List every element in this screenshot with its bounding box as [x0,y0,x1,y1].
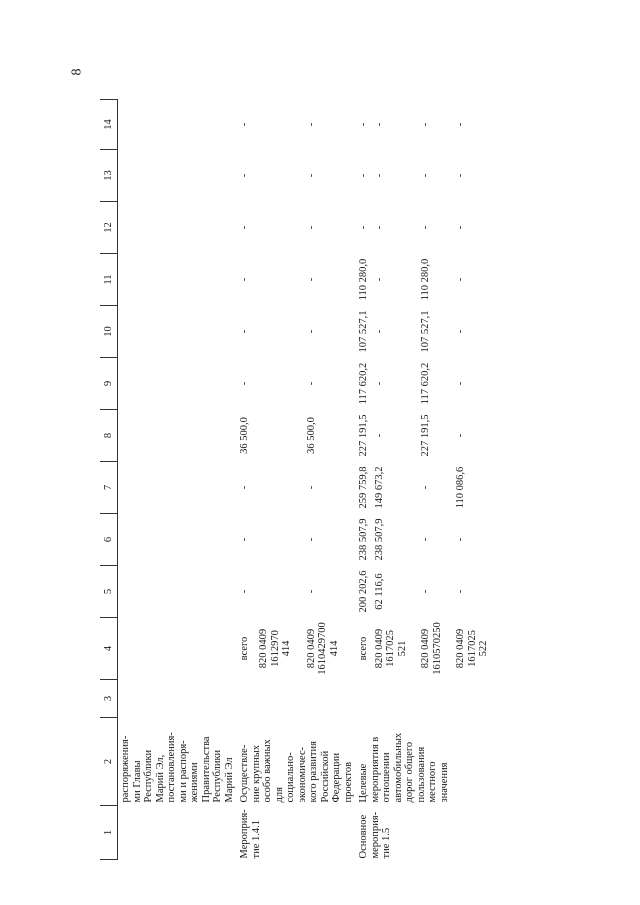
text-line: 1610429700 [317,622,329,675]
text-line: ние крупных [250,744,262,803]
table-row [237,100,256,860]
text-line: всего [358,636,369,661]
value-cell: - [305,329,317,334]
text-line: для [273,787,285,803]
value-cell: - [239,589,250,594]
cell-col4 [356,618,372,680]
text-line: автомобильных [392,732,404,803]
text-line: 820 0409 [373,628,385,669]
empty-cells [118,100,238,718]
text-line: 820 0409 [455,628,466,669]
value-cell [256,150,303,202]
value-cell: 227 191,5 [358,414,369,457]
cell-col3 [356,680,492,718]
value-cell: 200 202,6 [358,570,369,613]
text-line: Правительства [200,736,212,803]
text-line: Республики [212,749,223,803]
value-cell: - [420,225,431,230]
value-cell: - [305,173,317,178]
value-cell: - [358,173,369,178]
value-cell: - [305,381,317,386]
value-cell: - [455,589,466,594]
cell-col4 [453,618,492,680]
value-cell: - [420,485,431,490]
text-line: 414 [328,640,340,657]
value-cell: 36 500,0 [239,417,250,454]
column-header: 9 [100,358,118,410]
value-cell: - [420,537,431,542]
measures-table [100,99,492,860]
value-cell: - [455,381,466,386]
text-line: социально- [285,752,296,803]
cell-col4 [418,618,453,680]
column-header: 11 [100,254,118,306]
value-cell: - [239,537,250,542]
value-cell: - [373,173,385,178]
text-line: 1617025 [466,630,478,667]
value-cell: - [373,329,385,334]
column-header: 3 [100,680,118,718]
column-header: 6 [100,514,118,566]
text-line: проектов [342,761,354,803]
text-line: 521 [396,640,408,657]
value-cell: 107 527,1 [420,310,431,353]
spacer [408,621,416,677]
value-cell: - [455,433,466,438]
page-number: 8 [69,68,85,76]
column-header: 10 [100,306,118,358]
text-line: Осуществле- [239,744,250,803]
cell-col2 [356,718,492,806]
value-cell: 110 086,6 [455,466,466,509]
value-cell: - [373,122,385,127]
cell-col1 [356,806,492,860]
text-line: постановления- [166,732,177,803]
column-number-header [100,100,118,860]
text-line: Марий Эл, [154,754,166,803]
column-header: 14 [100,100,118,150]
cell-col4 [304,618,356,680]
value-cell: - [420,122,431,127]
value-cell: - [239,277,250,282]
cell-col1 [237,806,356,860]
text-line: мероприятия в [369,736,381,803]
text-line: Федерации [331,752,342,803]
value-cell: - [373,381,385,386]
value-cell: - [305,537,317,542]
text-line: дорог общего [404,741,415,803]
value-cell: - [358,225,369,230]
spacer [443,621,451,677]
column-header: 12 [100,202,118,254]
text-line: местного [427,761,438,803]
value-cell: - [358,122,369,127]
text-line: 820 0409 [258,628,270,669]
text-line: Мероприя- [239,809,250,859]
text-line: ми и распоря- [177,740,189,803]
value-cell: - [420,173,431,178]
value-cell: - [455,173,466,178]
value-cell: 110 280,0 [358,258,369,301]
text-line: жениями [189,762,200,803]
value-cell: - [305,277,317,282]
text-line: Основное [358,814,369,859]
value-cell: - [455,277,466,282]
text-line: 522 [478,640,489,657]
continuation-row [118,100,238,860]
value-cell: 117 620,2 [358,362,369,405]
cell-col4 [256,618,303,680]
cell-col2 [118,718,238,806]
value-cell [256,410,303,462]
value-cell: 117 620,2 [420,362,431,405]
value-cell: - [239,122,250,127]
column-header: 5 [100,566,118,618]
value-cell: - [455,329,466,334]
value-cell [256,254,303,306]
value-cell: 110 280,0 [420,258,431,301]
text-line: всего [239,636,250,661]
value-cell [256,514,303,566]
text-line: экономичес- [296,746,308,803]
value-cell: 227 191,5 [420,414,431,457]
value-cell [256,100,303,150]
value-cell: - [455,537,466,542]
cell-col3 [237,680,356,718]
value-cell: - [239,173,250,178]
text-line: тие 1.4.1 [250,820,262,859]
column-header: 4 [100,618,118,680]
value-cell: - [305,485,317,490]
text-line: Марий Эл [223,757,235,803]
value-cell: 238 507,9 [358,518,369,561]
value-cell: - [305,122,317,127]
cell-col4 [237,618,256,680]
value-cell: - [305,225,317,230]
text-line: 820 0409 [305,628,317,669]
value-cell: - [239,225,250,230]
rotated-table-container [100,100,540,860]
text-line: распоряжения- [120,735,131,803]
column-header: 2 [100,718,118,806]
spacer [340,621,344,677]
text-line: Республики [143,749,154,803]
value-cell: - [305,589,317,594]
text-line: значения [438,762,450,803]
value-cell: - [373,433,385,438]
value-cell: 259 759,8 [358,466,369,509]
text-line: кого развития [308,741,319,803]
text-line: особо важных [262,739,273,803]
value-cell: - [373,225,385,230]
value-cell: 107 527,1 [358,310,369,353]
cell-col4 [372,618,419,680]
text-line: мероприя- [369,811,381,859]
value-cell: - [455,122,466,127]
column-header: 13 [100,150,118,202]
value-cell: 62 116,6 [373,573,385,610]
text-line: Российской [319,750,331,803]
value-cell: - [373,277,385,282]
value-cell: - [239,381,250,386]
value-cell: 149 673,2 [373,466,385,509]
value-cell [256,202,303,254]
value-cell: - [239,485,250,490]
table-row [356,100,372,860]
value-cell: - [420,589,431,594]
text-line: 1610570250 [431,622,443,675]
value-cell [256,306,303,358]
text-line: 1612970 [269,630,281,667]
column-header: 7 [100,462,118,514]
value-cell: 238 507,9 [373,518,385,561]
value-cell [256,566,303,618]
column-header: 1 [100,806,118,860]
text-line: пользования [415,746,427,803]
text-line: Целевые [358,763,369,803]
cell-col2 [237,718,356,806]
cell-col1 [118,806,238,860]
value-cell: - [239,329,250,334]
text-line: 1617025 [385,630,396,667]
text-line: отношении [381,752,392,803]
value-cell: - [455,225,466,230]
text-line: 820 0409 [420,628,431,669]
text-line: 414 [281,640,293,657]
value-cell [256,358,303,410]
text-line: тие 1.5 [381,827,392,859]
value-cell: 36 500,0 [305,417,317,454]
text-line: ми Главы [131,760,143,803]
column-header: 8 [100,410,118,462]
value-cell [256,462,303,514]
